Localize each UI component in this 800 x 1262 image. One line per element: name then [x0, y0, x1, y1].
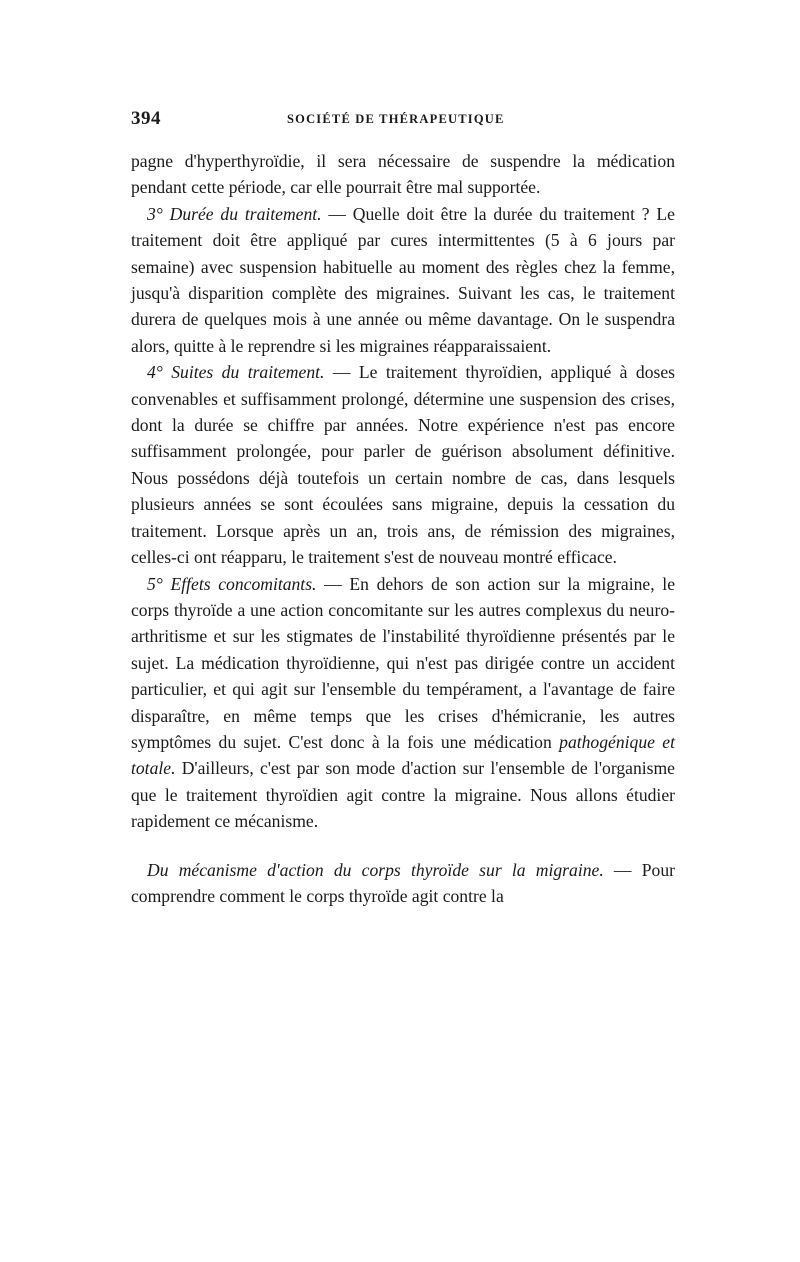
- paragraph-text: — Pour comprendre comment le corps thyroïde agit contre la: [131, 859, 675, 906]
- paragraph-effets-concomitants: [131, 571, 675, 835]
- paragraph-continuation: [131, 148, 675, 201]
- running-head: [131, 108, 675, 136]
- paragraph-suites-du-traitement: [131, 359, 675, 570]
- paragraph-text: — En dehors de son action sur la migraine, le corps thyroïde a une action concomitante sur les autres complexus du neuro-arthritisme et sur les stigmates de l'instabilité thyroïdienne présentés par le sujet. La médication thyroïdienne, qui n'est pas dirigée contre un accident particulier, et qui agit sur l'ensemble du tempérament, a l'avantage de faire disparaître, en même temps que les crises d'hémicranie, les autres symptômes du sujet. C'est donc à la fois une médication: [131, 573, 675, 752]
- emphasis-text: pathogénique et totale.: [131, 731, 675, 779]
- paragraph-text: pagne d'hyperthyroïdie, il sera nécessaire de suspendre la médication pendant cette période, car elle pourrait être mal supportée.: [131, 151, 675, 198]
- paragraph-text: — Le traitement thyroïdien, appliqué à doses convenables et suffisamment prolongé, détermine une suspension des crises, dont la durée se chiffre par années. Notre expérience n'est pas encore suffisamment prolongée, pour parler de guérison absolument définitive. Nous possédons déjà toutefois un certain nombre de cas, dans lesquels plusieurs années se sont écoulées sans migraine, depuis la cessation du traitement. Lorsque après un an, trois ans, de rémission des migraines, celles-ci ont réapparu, le traitement s'est de nouveau montré efficace.: [131, 362, 675, 568]
- running-head-title: SOCIÉTÉ DE THÉRAPEUTIQUE: [287, 112, 505, 126]
- section-heading: Du mécanisme d'action du corps thyroïde sur la migraine.: [147, 859, 604, 880]
- section-heading: 5° Effets concomitants.: [147, 573, 317, 594]
- section-heading: 3° Durée du traitement.: [147, 203, 322, 224]
- body-text: [131, 148, 675, 909]
- paragraph-text: — Quelle doit être la durée du traitement ? Le traitement doit être appliqué par cures intermittentes (5 à 6 jours par semaine) avec suspension habituelle au moment des règles chez la femme, jusqu'à disparition complète des migraines. Suivant les cas, le traitement durera de quelques mois à une année ou même davantage. On le suspendra alors, quitte à le reprendre si les migraines réapparaissaient.: [131, 203, 675, 356]
- page-number: 394: [131, 108, 161, 129]
- paragraph-mecanisme: [131, 857, 675, 910]
- paragraph-text: D'ailleurs, c'est par son mode d'action sur l'ensemble de l'organisme que le traitement thyroïdien agit contre la migraine. Nous allons étudier rapidement ce mécanisme.: [131, 758, 675, 832]
- book-page: [131, 108, 675, 909]
- section-heading: 4° Suites du traitement.: [147, 362, 325, 383]
- paragraph-duree-du-traitement: [131, 201, 675, 359]
